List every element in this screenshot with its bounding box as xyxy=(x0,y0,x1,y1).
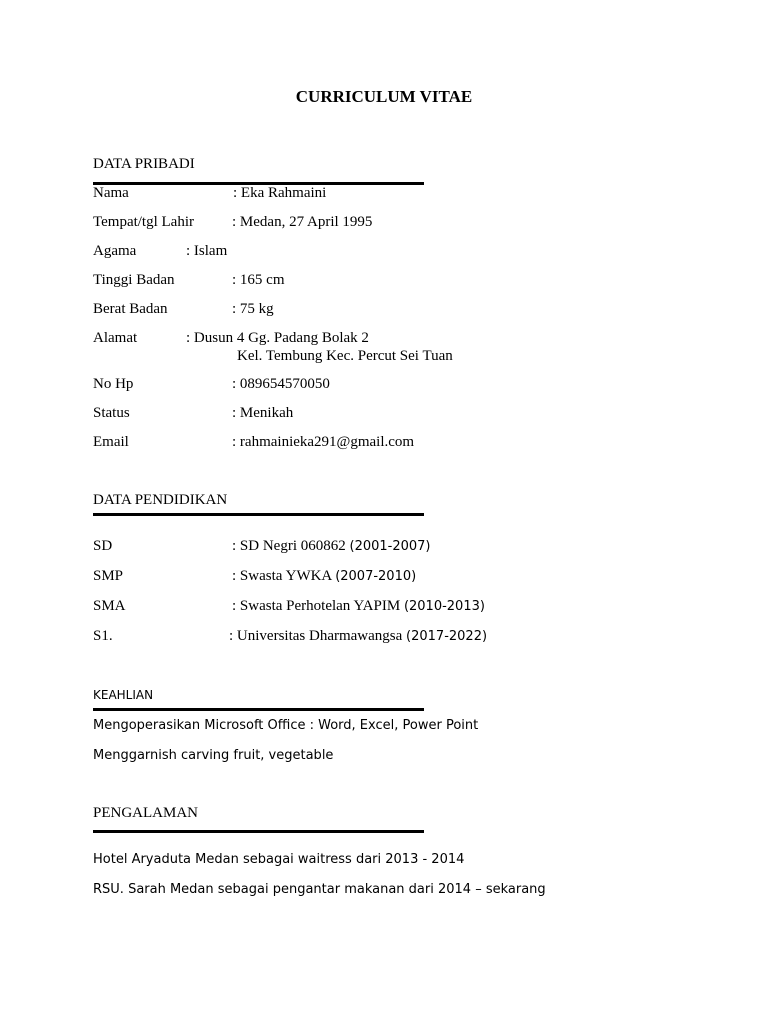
section-heading-data-pendidikan: DATA PENDIDIKAN xyxy=(93,492,228,508)
value-no-hp: : 089654570050 xyxy=(232,376,330,392)
value-status: : Menikah xyxy=(232,405,294,421)
section-divider xyxy=(93,830,424,833)
section-divider xyxy=(93,708,424,711)
label-nama: Nama xyxy=(93,185,129,201)
value-sma xyxy=(232,598,485,615)
label-status: Status xyxy=(93,405,130,421)
label-tempat-tgl-lahir: Tempat/tgl Lahir xyxy=(93,214,195,230)
value-sd-school: : SD Negri 060862 xyxy=(232,538,346,554)
section-heading-data-pribadi: DATA PRIBADI xyxy=(93,156,195,172)
label-sma: SMA xyxy=(93,598,126,614)
value-berat-badan: : 75 kg xyxy=(232,301,274,317)
value-email: : rahmainieka291@gmail.com xyxy=(232,434,415,450)
value-alamat-line2: Kel. Tembung Kec. Percut Sei Tuan xyxy=(237,348,453,364)
label-agama: Agama xyxy=(93,243,137,259)
value-smp xyxy=(232,568,416,585)
section-heading-keahlian: KEAHLIAN xyxy=(93,688,154,702)
value-s1 xyxy=(229,628,487,645)
label-berat-badan: Berat Badan xyxy=(93,301,168,317)
list-item-pengalaman: RSU. Sarah Medan sebagai pengantar makanan dari 2014 – sekarang xyxy=(93,882,546,897)
value-s1-years: (2017-2022) xyxy=(406,629,488,644)
value-tempat-tgl-lahir: : Medan, 27 April 1995 xyxy=(232,214,373,230)
value-sd xyxy=(232,538,431,555)
value-sma-years: (2010-2013) xyxy=(403,599,485,614)
label-smp: SMP xyxy=(93,568,124,584)
list-item-keahlian: Menggarnish carving fruit, vegetable xyxy=(93,748,334,763)
value-nama: : Eka Rahmaini xyxy=(233,185,327,201)
label-alamat: Alamat xyxy=(93,330,138,346)
label-sd: SD xyxy=(93,538,113,554)
list-item-pengalaman: Hotel Aryaduta Medan sebagai waitress dari 2013 - 2014 xyxy=(93,852,465,867)
value-agama: : Islam xyxy=(186,243,228,259)
list-item-keahlian: Mengoperasikan Microsoft Office : Word, Excel, Power Point xyxy=(93,718,479,733)
value-tinggi-badan: : 165 cm xyxy=(232,272,285,288)
label-s1: S1. xyxy=(93,628,113,644)
value-sd-years: (2001-2007) xyxy=(349,539,431,554)
section-heading-pengalaman: PENGALAMAN xyxy=(93,805,198,821)
document-title: CURRICULUM VITAE xyxy=(295,87,473,106)
section-divider xyxy=(93,513,424,516)
value-smp-school: : Swasta YWKA xyxy=(232,568,332,584)
value-smp-years: (2007-2010) xyxy=(335,569,417,584)
label-no-hp: No Hp xyxy=(93,376,134,392)
label-tinggi-badan: Tinggi Badan xyxy=(93,272,175,288)
value-alamat-line1: : Dusun 4 Gg. Padang Bolak 2 xyxy=(186,330,369,346)
value-sma-school: : Swasta Perhotelan YAPIM xyxy=(232,598,401,614)
value-s1-school: : Universitas Dharmawangsa xyxy=(229,628,403,644)
label-email: Email xyxy=(93,434,129,450)
